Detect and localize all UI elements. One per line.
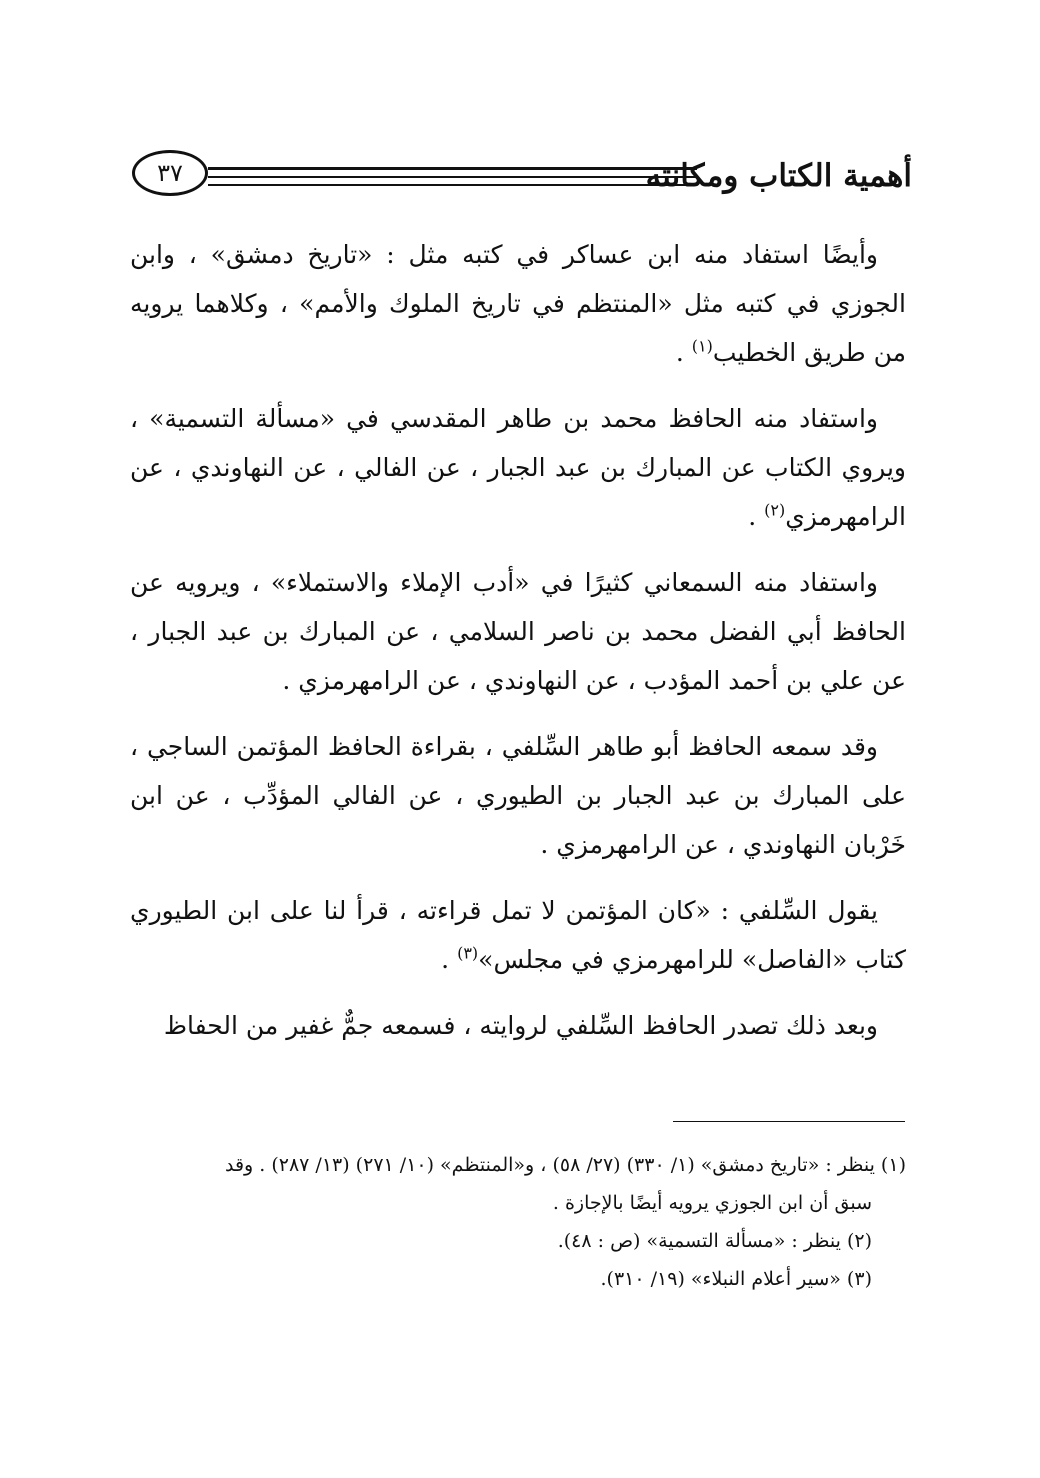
paragraph-text: واستفاد منه السمعاني كثيرًا في «أدب الإملاء والاستملاء» ، ويرويه عن الحافظ أبي الفضل محمد بن ناصر السلامي ، عن المبارك بن عبد الجبار ، عن علي بن أحمد المؤدب ، عن النهاوندي ، عن الرامهرمزي . <box>130 568 906 695</box>
running-title: أهمية الكتاب ومكانته <box>645 158 912 194</box>
footnote: (١) ينظر : «تاريخ دمشق» (١/ ٣٣٠) (٢٧/ ٥٨) ، و«المنتظم» (١٠/ ٢٧١) (١٣/ ٢٨٧) . وقد <box>224 1154 906 1176</box>
footnotes <box>130 1146 906 1298</box>
paragraph-tail: . <box>748 502 765 531</box>
header-rule <box>208 184 697 186</box>
footnote-separator <box>673 1121 905 1122</box>
page-header <box>132 150 912 214</box>
footnote-reference: (١) <box>691 336 713 356</box>
paragraph <box>130 558 906 705</box>
paragraph <box>130 886 906 984</box>
header-rule <box>208 176 697 178</box>
paragraph-text: وقد سمعه الحافظ أبو طاهر السِّلفي ، بقراءة الحافظ المؤتمن الساجي ، على المبارك بن عبد الجبار بن الطيوري ، عن الفالي المؤدِّب ، عن ابن خَرْبان النهاوندي ، عن الرامهرمزي . <box>130 732 906 859</box>
paragraph <box>130 722 906 869</box>
footnote: (٢) ينظر : «مسألة التسمية» (ص : ٤٨). <box>557 1230 872 1252</box>
footnote-continuation: سبق أن ابن الجوزي يرويه أيضًا بالإجازة . <box>552 1192 872 1214</box>
page-number: ٣٧ <box>132 150 208 196</box>
paragraph <box>130 1001 906 1050</box>
paragraph-tail: . <box>675 338 692 367</box>
header-rule <box>208 167 697 170</box>
body-text <box>130 230 906 1050</box>
paragraph-text: يقول السِّلفي : «كان المؤتمن لا تمل قراءته ، قرأ لنا على ابن الطيوري كتاب «الفاصل» للرامهرمزي في مجلس» <box>130 896 906 974</box>
paragraph-text: واستفاد منه الحافظ محمد بن طاهر المقدسي في «مسألة التسمية» ، ويروي الكتاب عن المبارك بن عبد الجبار ، عن الفالي ، عن النهاوندي ، عن الرامهرمزي <box>130 404 906 531</box>
paragraph <box>130 394 906 541</box>
paragraph-text: وأيضًا استفاد منه ابن عساكر في كتبه مثل : «تاريخ دمشق» ، وابن الجوزي في كتبه مثل «المنتظم في تاريخ الملوك والأمم» ، وكلاهما يرويه من طريق الخطيب <box>130 240 906 367</box>
footnote-reference: (٢) <box>764 500 786 520</box>
paragraph <box>130 230 906 377</box>
footnote-reference: (٣) <box>457 943 479 963</box>
paragraph-text: وبعد ذلك تصدر الحافظ السِّلفي لروايته ، فسمعه جمٌّ غفير من الحفاظ <box>163 1011 878 1040</box>
footnote: (٣) «سير أعلام النبلاء» (١٩/ ٣١٠). <box>600 1268 872 1290</box>
paragraph-tail: . <box>441 945 458 974</box>
